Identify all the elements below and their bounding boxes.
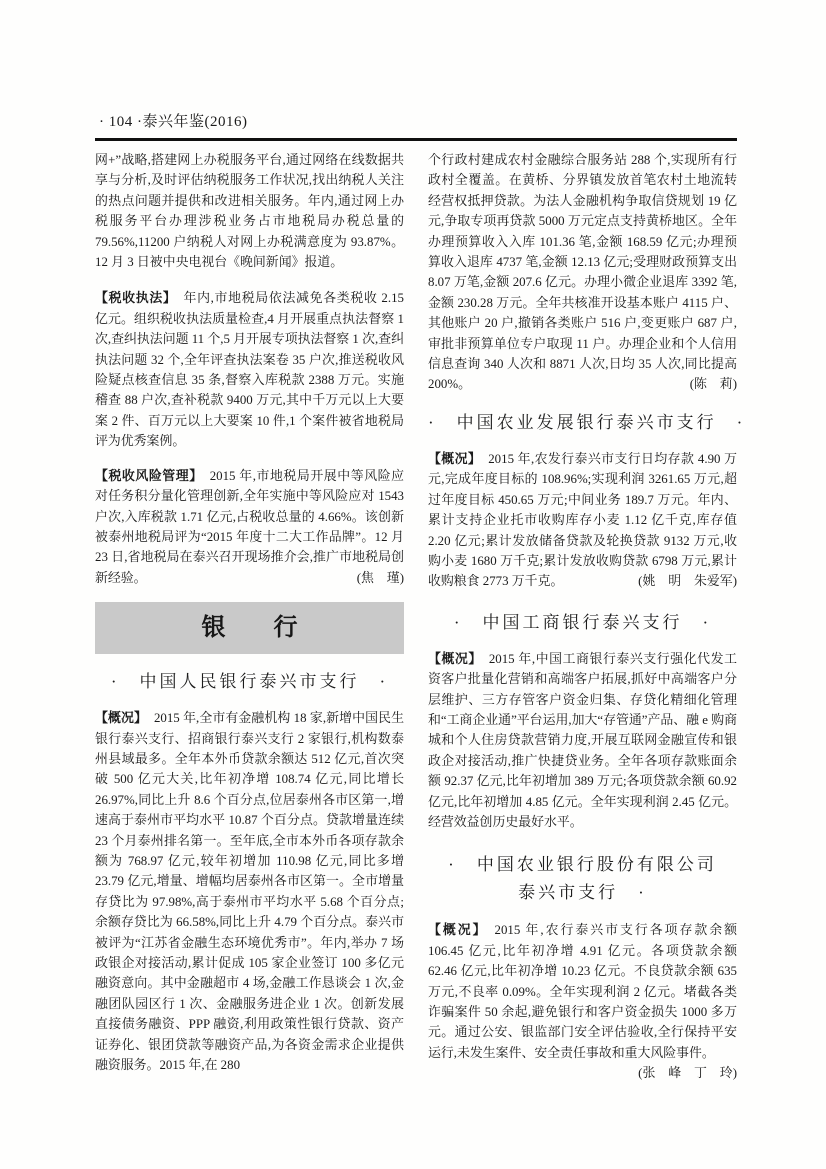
column-left <box>95 150 404 1084</box>
para-label: 【概况】 <box>95 711 147 726</box>
header-rule <box>95 138 737 141</box>
section-title: · 中国农业发展银行泰兴市支行 · <box>428 412 746 432</box>
para-label: 【税收执法】 <box>95 291 177 306</box>
section-title: · 中国工商银行泰兴支行 · <box>453 612 712 632</box>
column-right <box>428 150 746 1084</box>
para-label: 【概况】 <box>428 651 482 666</box>
para-text: 个行政村建成农村金融综合服务站 288 个,实现所有行政村全覆盖。在黄桥、分界镇发放首笔农村土地流转经营权抵押贷款。为法人金融机构争取信贷规划 19 亿元,争取专项再贷款 5000 万元定点支持黄桥地区。全年办理预算收入入库 101.36 笔,金额 168.59 亿元;办理预算收入退库 4737 笔,金额 12.13 亿元;受理财政预算支出 8.07 万笔,金额 207.6 亿元。办理小微企业退库 3392 笔,金额 230.28 万元。全年共核准开设基本账户 4115 户、其他账户 20 户,撤销各类账户 516 户,变更账户 687 户,审批非预算单位专户取现 11 户。办理企业和个人信用信息查询 340 人次和 8871 人次,日均 35 人次,同比提高 200%。 <box>428 153 737 392</box>
byline: (焦 瑾) <box>356 570 404 585</box>
paragraph-icbc-overview <box>428 649 737 833</box>
paragraph-abc-overview <box>428 920 738 1081</box>
para-label: 【概况】 <box>428 451 482 466</box>
paragraph-adbc-overview <box>428 449 737 592</box>
section-title-line-2: 泰兴市支行 · <box>518 883 647 903</box>
banner-title: 银 行 <box>201 614 298 642</box>
para-text: 网+”战略,搭建网上办税服务平台,通过网络在线数据共享与分析,及时评估纳税服务工作状况,找出纳税人关注的热点问题并提供和改进相关服务。年内,通过网上办税服务平台办理涉税业务占市地税局办税总量的 79.56%,11200 户纳税人对网上办税满意度为 93.87%。12 月 3 日被中央电视台《晚间新闻》报道。 <box>95 153 404 270</box>
page-number-and-book-title: · 104 ·泰兴年鉴(2016) <box>99 114 248 130</box>
para-text: 2015 年,农行泰兴市支行各项存款余额 106.45 亿元,比年初净增 4.91 亿元。各项贷款余额 62.46 亿元,比年初净增 10.23 亿元。不良贷款余额 635 万元,不良率 0.09%。全年实现利润 2 亿元。堵截各类诈骗案件 50 余起,避免银行和客户资金损失 1000 多万元。通过公安、银监部门安全评估验收,全行保持平安运行,未发生案件、安全责任事故和重大风险事件。 <box>428 923 738 1060</box>
para-text: 年内,市地税局依法减免各类税收 2.15 亿元。组织税收执法质量检查,4 月开展重点执法督察 1 次,查纠执法问题 11 个,5 月开展专项执法督察 1 次,查纠执法问题 32 个,全年评查执法案卷 35 户次,推送税收风险疑点核查信息 35 条,督察入库税款 2388 万元。实施稽查 88 户次,查补税款 9400 万元,其中千万元以上大要案 2 件、百万元以上大要案 10 件,1 个案件被省地税局评为优秀案例。 <box>95 291 404 449</box>
section-title: · 中国人民银行泰兴市支行 · <box>110 672 389 692</box>
para-label: 【税收风险管理】 <box>95 468 203 483</box>
para-text: 2015 年,市地税局开展中等风险应对任务积分量化管理创新,全年实施中等风险应对 1543 户次,入库税款 1.71 亿元,占税收总量的 4.66%。该创新被泰州地税局评为“2015 年度十二大工作品牌”。12 月 23 日,省地税局在泰兴召开现场推介会,推广市地税局创新经验。 <box>95 468 405 585</box>
para-text: 2015 年,全市有金融机构 18 家,新增中国民生银行泰兴支行、招商银行泰兴支行 2 家银行,机构数泰州县域最多。全年本外币贷款余额达 512 亿元,首次突破 500 亿元大关,比年初净增 108.74 亿元,同比增长 26.97%,同比上升 8.6 个百分点,位居泰州各市区第一,增速高于泰州市平均水平 10.87 个百分点。贷款增量连续 23 个月泰州排名第一。至年底,全市本外币各项存款余额为 768.97 亿元,较年初增加 110.98 亿元,同比多增 23.79 亿元,增量、增幅均居泰州各市区第一。全市增量存贷比为 97.98%,高于泰州市平均水平 5.68 个百分点;余额存贷比为 66.58%,同比上升 4.79 个百分点。泰兴市被评为“江苏省金融生态环境优秀市”。年内,举办 7 场政银企对接活动,累计促成 105 家企业签订 100 多亿元融资意向。其中金融超市 4 场,金融工作恳谈会 1 次,金融团队园区行 1 次、金融服务进企业 1 次。创新发展直接债务融资、PPP 融资,利用政策性银行贷款、资产证券化、银团贷款等融资产品,为各资金需求企业提供融资服务。2015 年,在 280 <box>95 711 404 1073</box>
section-heading-pboc-taixing <box>95 668 404 695</box>
byline: (陈 莉) <box>689 377 737 392</box>
paragraph-online-tax-service <box>95 150 404 272</box>
page-header <box>95 112 737 132</box>
section-heading-icbc-taixing <box>428 609 737 636</box>
para-text: 2015 年,中国工商银行泰兴支行强化代发工资客户批量化营销和高端客户拓展,抓好中高端客户分层维护、三方存管客户资金归集、存贷化精细化管理和“工商企业通”平台运用,加大“存管通”产品、融 e 购商城和个人住房贷款营销力度,开展互联网金融宣传和银政企对接活动,推广快捷贷业务。全年各项存款账面余额 92.37 亿元,比年初增加 389 万元;各项贷款余额 60.92 亿元,比年初增加 4.85 亿元。全年实现利润 2.45 亿元。经营效益创历史最好水平。 <box>428 651 737 829</box>
section-title-line-1: · 中国农业银行股份有限公司 <box>448 855 717 875</box>
para-label: 【概况】 <box>428 923 488 938</box>
byline: (姚 明 朱爱军) <box>638 574 737 589</box>
section-heading-abc-taixing <box>428 851 737 907</box>
paragraph-tax-risk-management <box>95 466 404 588</box>
paragraph-pboc-overview-continued <box>428 150 737 395</box>
category-banner <box>95 602 404 654</box>
byline: (张 峰 丁 玲) <box>638 1066 737 1081</box>
paragraph-pboc-overview <box>95 708 404 1075</box>
para-text: 2015 年,农发行泰兴市支行日均存款 4.90 万元,完成年度目标的 108.96%;实现利润 3261.65 万元,超过年度目标 450.65 万元;中间业务 189.7 万元。年内、累计支持企业托市收购库存小麦 1.12 亿千克,库存值 2.20 亿元;累计发放储备贷款及轮换贷款 9132 万元,收购小麦 1680 万千克;累计发放收购贷款 6798 万元,累计收购粮食 2773 万千克。 <box>428 451 738 589</box>
section-heading-adbc-taixing <box>428 409 746 436</box>
content-columns <box>95 150 746 1084</box>
paragraph-tax-enforcement <box>95 288 404 451</box>
